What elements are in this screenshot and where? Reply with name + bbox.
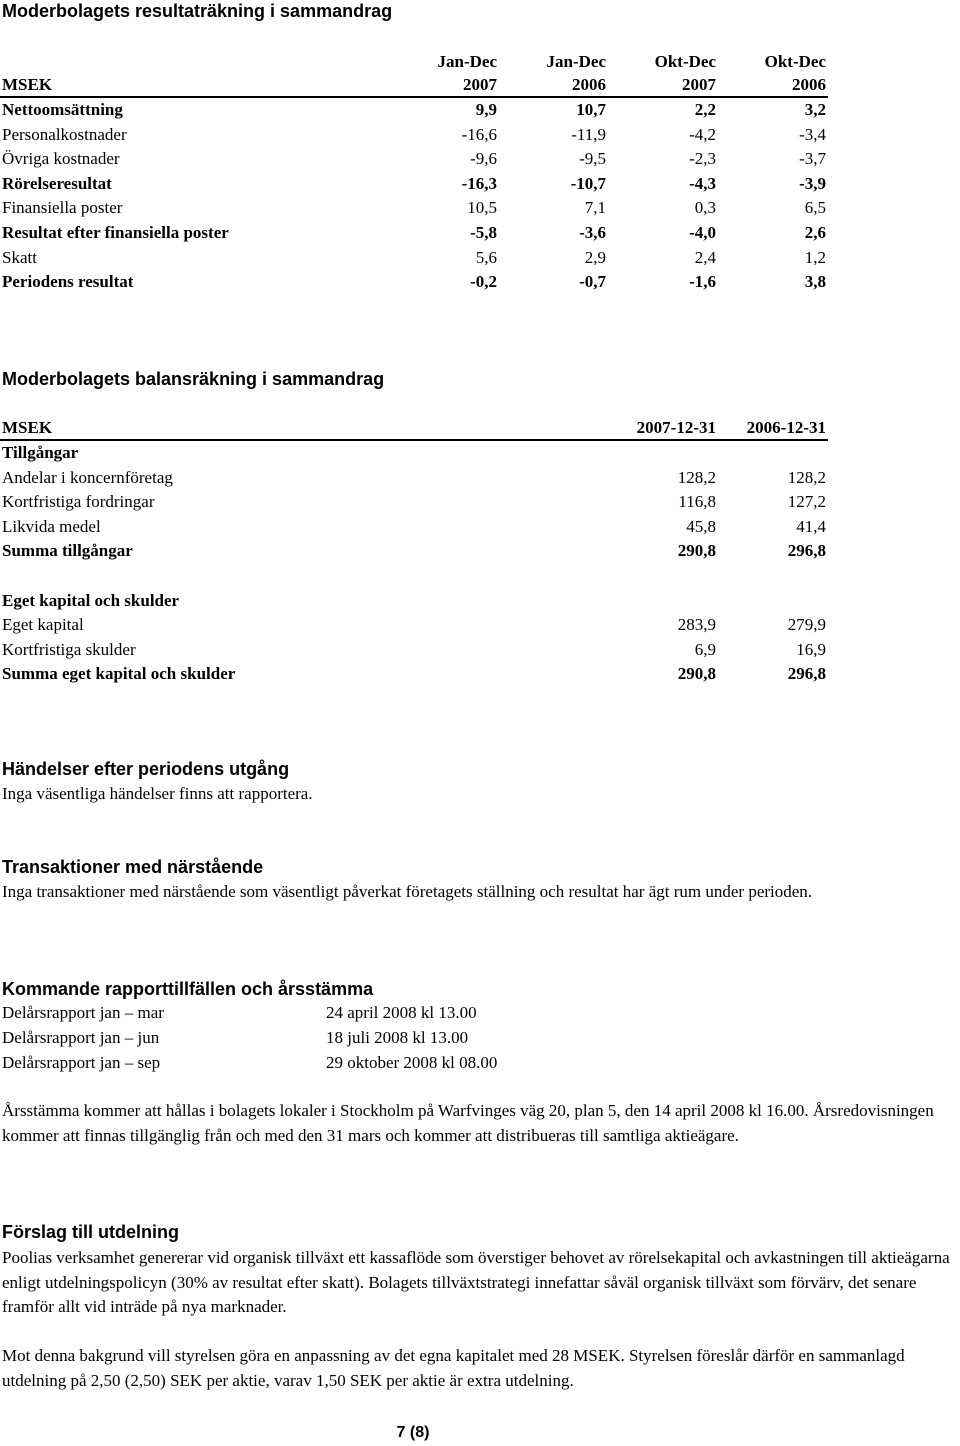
balance-cell: 116,8: [678, 492, 716, 512]
balance-title: Moderbolagets balansräkning i sammandrag: [2, 369, 385, 389]
income-cell: 10,7: [576, 100, 606, 119]
income-cell: -2,3: [689, 149, 716, 169]
balance-row-label: Likvida medel: [2, 516, 101, 536]
income-cell: 2,4: [694, 247, 716, 267]
income-row-label: Finansiella poster: [2, 198, 123, 218]
balance-row-label: Kortfristiga skulder: [2, 639, 136, 659]
balance-cell: 290,8: [677, 664, 716, 684]
balance-row-label: Summa tillgångar: [2, 541, 133, 561]
agm-text: Årsstämma kommer att hållas i bolagets lokaler i Stockholm på Warfvinges väg 20, plan 5, den 14 april 2008 kl 16.00. Årsredovisningen kommer att finnas tillgänglig från och med den 31 mars och kommer att distribueras till samtliga aktieägare.: [2, 1101, 934, 1145]
balance-row-label: Eget kapital och skulder: [2, 590, 180, 610]
balance-cell: 16,9: [796, 639, 826, 659]
income-cell: -1,6: [689, 272, 716, 292]
income-cell: -4,0: [689, 223, 716, 242]
income-row-label: Rörelseresultat: [2, 173, 112, 193]
events-title: Händelser efter periodens utgång: [2, 759, 290, 779]
income-title: Moderbolagets resultaträkning i sammandrag: [2, 1, 393, 21]
income-cell: 10,5: [467, 198, 497, 218]
income-cell: -4,3: [689, 173, 716, 193]
income-row-label: Skatt: [2, 247, 37, 267]
income-cell: 6,5: [804, 198, 826, 218]
income-cell: -4,2: [689, 124, 716, 144]
income-col-header: Okt-Dec: [764, 52, 826, 71]
income-cell: -9,5: [579, 149, 606, 169]
dividend-paragraph-2: Mot denna bakgrund vill styrelsen göra en anpassning av det egna kapitalet med 28 MSEK. Styrelsen föreslår därför en sammanlagd utdelning på 2,50 (2,50) SEK per aktie, varav 1,50 SEK per aktie är extra utdelning.: [2, 1346, 905, 1390]
income-cell: 9,9: [475, 100, 497, 119]
balance-row-label: Eget kapital: [2, 615, 84, 635]
balance-cell: 128,2: [677, 467, 716, 487]
page-number: 7 (8): [396, 1424, 430, 1441]
income-col-year: 2006: [572, 75, 606, 94]
income-cell: -16,6: [461, 124, 497, 144]
balance-cell: 127,2: [787, 492, 826, 512]
balance-cell: 296,8: [787, 541, 826, 561]
balance-row-label: Summa eget kapital och skulder: [2, 664, 236, 684]
income-row-label: Personalkostnader: [2, 124, 127, 144]
income-cell: -16,3: [461, 173, 497, 193]
income-cell: -11,9: [571, 124, 606, 144]
report-date: 24 april 2008 kl 13.00: [326, 1003, 477, 1022]
balance-cell: 296,8: [787, 664, 826, 684]
balance-cell: 128,2: [787, 467, 826, 487]
income-cell: -3,4: [799, 124, 826, 144]
events-text: Inga väsentliga händelser finns att rapportera.: [2, 784, 313, 803]
report-label: Delårsrapport jan – jun: [2, 1028, 160, 1047]
balance-cell: 41,4: [796, 516, 826, 536]
income-cell: 7,1: [584, 198, 606, 218]
income-cell: -9,6: [470, 149, 497, 169]
balance-row-label: Tillgångar: [2, 443, 79, 462]
income-cell: 0,3: [694, 198, 716, 218]
report-date: 18 juli 2008 kl 13.00: [326, 1028, 469, 1047]
income-col-header: Jan-Dec: [546, 52, 606, 71]
income-col-year: 2007: [682, 75, 716, 94]
balance-cell: 279,9: [787, 615, 826, 635]
report-label: Delårsrapport jan – mar: [2, 1003, 164, 1022]
balance-cell: 290,8: [677, 541, 716, 561]
income-row-label: Resultat efter finansiella poster: [2, 223, 229, 242]
income-cell: 2,2: [694, 100, 716, 119]
income-cell: 2,9: [584, 247, 606, 267]
income-cell: -0,2: [470, 272, 497, 292]
income-cell: 2,6: [804, 223, 826, 242]
income-cell: -3,7: [799, 149, 826, 169]
report-label: Delårsrapport jan – sep: [2, 1053, 161, 1072]
balance-unit-label: MSEK: [2, 418, 53, 437]
income-cell: 5,6: [475, 247, 497, 267]
income-col-year: 2007: [463, 75, 497, 94]
upcoming-title: Kommande rapporttillfällen och årsstämma: [2, 979, 374, 999]
income-row-label: Övriga kostnader: [2, 149, 120, 169]
dividend-paragraph-1: Poolias verksamhet genererar vid organisk tillväxt ett kassaflöde som överstiger behovet av rörelsekapital och avkastningen till aktieägarna enligt utdelningspolicyn (30% av resultat efter skatt). Bolagets tillväxtstrategi innefattar såväl organisk tillväxt som förvärv, det senare framför allt vid inträde på nya marknader.: [2, 1248, 950, 1316]
income-col-header: Okt-Dec: [654, 52, 716, 71]
balance-cell: 283,9: [677, 615, 716, 635]
income-cell: 3,8: [804, 272, 826, 292]
balance-cell: 6,9: [694, 639, 716, 659]
income-cell: -3,6: [579, 223, 606, 242]
report-date: 29 oktober 2008 kl 08.00: [326, 1053, 498, 1072]
income-cell: -3,9: [799, 173, 826, 193]
income-cell: -0,7: [579, 272, 606, 292]
income-cell: -10,7: [570, 173, 606, 193]
balance-row-label: Andelar i koncernföretag: [2, 467, 173, 487]
balance-col-header: 2006-12-31: [746, 418, 826, 437]
income-col-year: 2006: [792, 75, 826, 94]
income-row-label: Nettoomsättning: [2, 100, 123, 119]
income-col-header: Jan-Dec: [437, 52, 497, 71]
balance-row-label: Kortfristiga fordringar: [2, 492, 155, 512]
transactions-title: Transaktioner med närstående: [2, 857, 264, 877]
balance-header-rule: [0, 439, 828, 441]
income-cell: 3,2: [804, 100, 826, 119]
transactions-text: Inga transaktioner med närstående som väsentligt påverkat företagets ställning och resultat har ägt rum under perioden.: [2, 882, 813, 901]
income-row-label: Periodens resultat: [2, 272, 134, 292]
income-cell: -5,8: [470, 223, 497, 242]
balance-col-header: 2007-12-31: [636, 418, 716, 437]
balance-cell: 45,8: [686, 516, 716, 536]
income-unit-label: MSEK: [2, 75, 53, 94]
income-cell: 1,2: [804, 247, 826, 267]
dividend-title: Förslag till utdelning: [2, 1222, 179, 1242]
